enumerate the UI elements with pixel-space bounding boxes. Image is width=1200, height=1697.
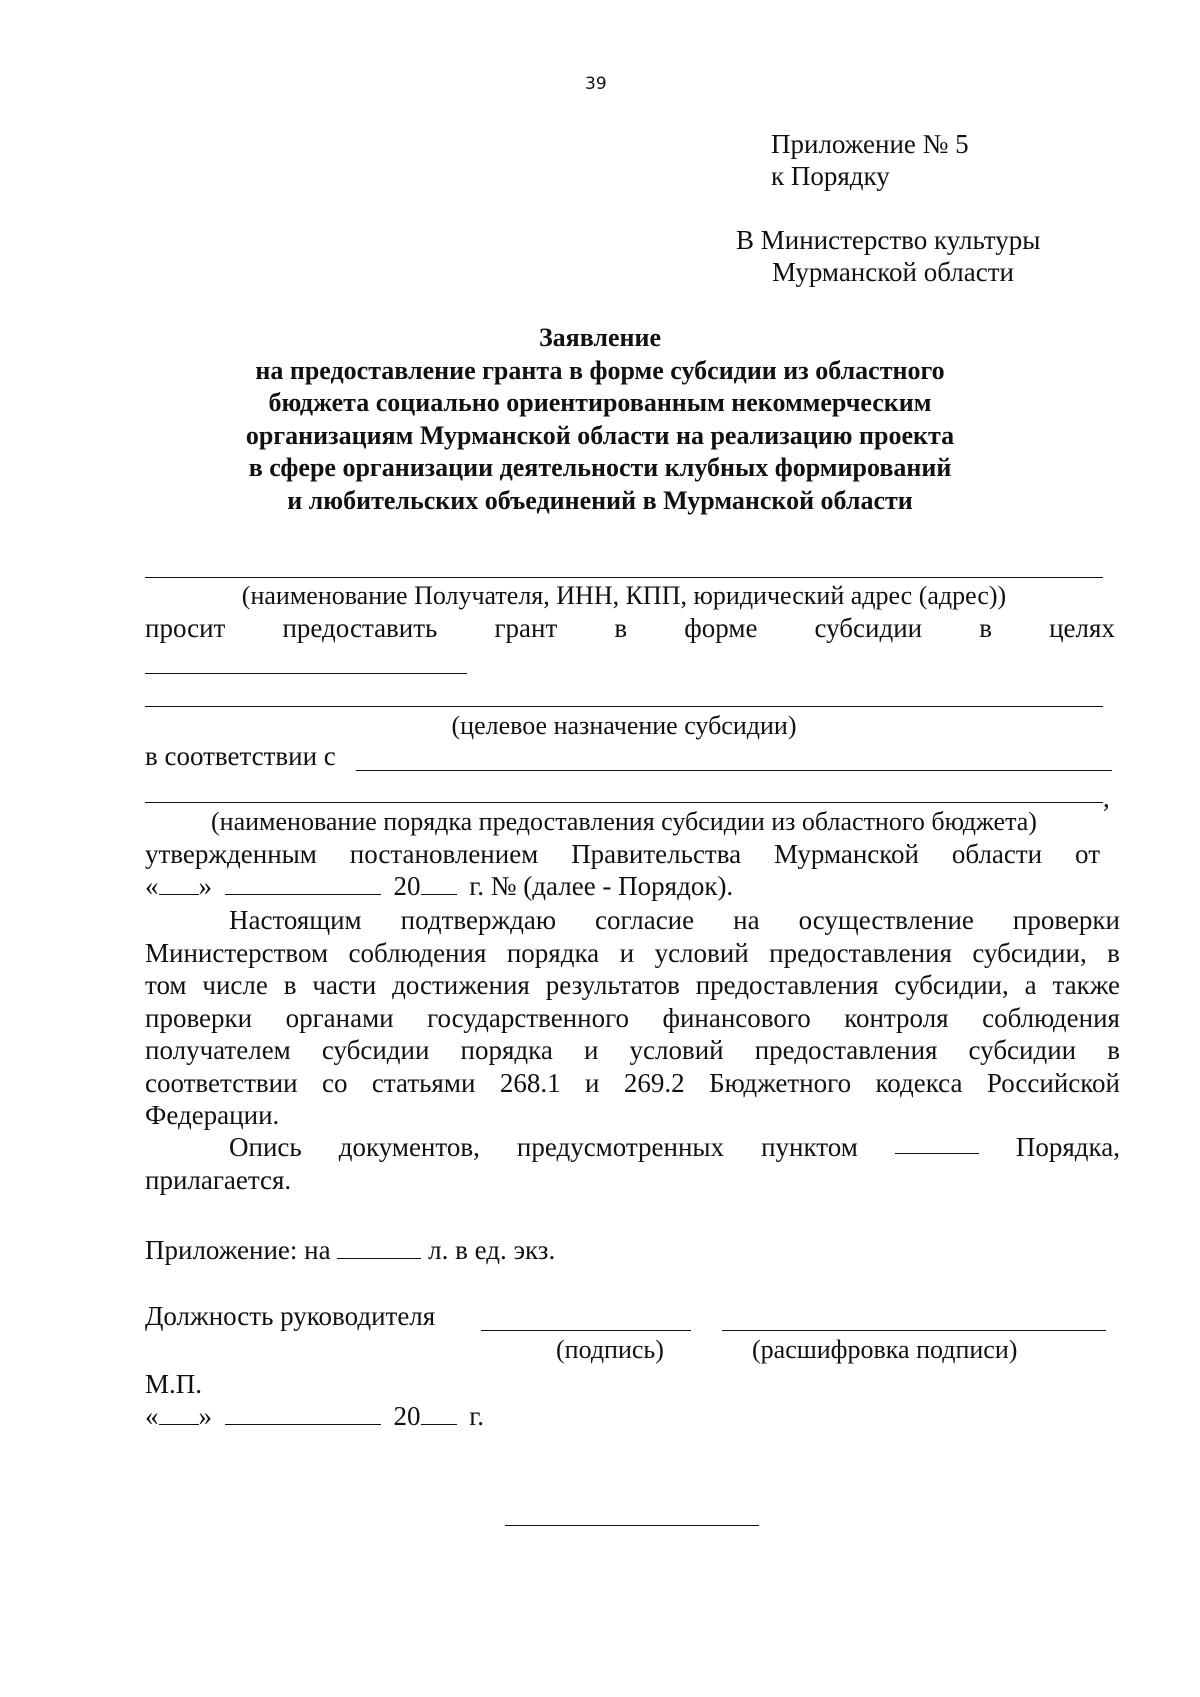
word: и <box>585 1067 600 1098</box>
word: субсидии <box>968 1035 1077 1065</box>
word: том <box>145 970 187 1000</box>
word: предоставить <box>282 613 438 643</box>
sheets-count-field[interactable] <box>337 1236 421 1259</box>
word: Настоящим <box>229 905 362 935</box>
procedure-field-line[interactable] <box>145 802 1103 803</box>
word: в <box>283 970 297 1000</box>
consent-paragraph <box>145 904 1120 1132</box>
attachment-prefix: Приложение: на <box>145 1235 331 1265</box>
title-line: и любительских объединений в Мурманской области <box>287 485 913 515</box>
word: от <box>1075 839 1100 869</box>
word: в <box>614 613 628 643</box>
page-number: 39 <box>585 74 607 94</box>
request-line <box>145 612 1115 645</box>
consent-line <box>145 937 1120 970</box>
year-suffix: г. <box>469 1401 485 1431</box>
appendix-number: Приложение № 5 <box>771 129 969 159</box>
word: соответствии <box>145 1067 298 1098</box>
day-field[interactable] <box>159 872 199 895</box>
purpose-caption: (целевое назначение субсидии) <box>451 711 797 740</box>
consent-line <box>145 1067 1120 1100</box>
word: 268.1 <box>499 1067 561 1098</box>
word: соблюдения <box>348 937 487 968</box>
signature-field-line[interactable] <box>481 1330 691 1331</box>
resolution-number-suffix: г. № (далее - Порядок). <box>469 871 734 901</box>
inventory-paragraph <box>145 1131 1120 1196</box>
stamp-label: М.П. <box>145 1369 203 1399</box>
word: согласие <box>595 905 695 935</box>
word: целях <box>1049 613 1115 643</box>
decoding-field-line[interactable] <box>722 1330 1106 1331</box>
title-line: на предоставление гранта в форме субсидии из областного <box>255 355 945 385</box>
word: субсидии <box>814 613 923 643</box>
open-quote: « <box>145 871 159 901</box>
word: проверки <box>1012 905 1120 935</box>
consent-line <box>145 904 1120 937</box>
position-label: Должность руководителя <box>145 1301 436 1331</box>
month-field[interactable] <box>225 1402 381 1425</box>
word: порядка <box>460 1035 553 1065</box>
consent-line <box>145 1002 1120 1035</box>
word: получателем <box>145 1035 291 1065</box>
word: постановлением <box>349 839 539 869</box>
word: в <box>1107 1035 1120 1065</box>
title-line: в сфере организации деятельности клубных формирований <box>248 453 952 482</box>
word: контроля <box>844 1002 949 1033</box>
appendix-reference: к Порядку <box>771 161 890 191</box>
word: в <box>979 613 992 643</box>
word: также <box>1052 970 1120 1000</box>
request-text <box>145 612 1115 645</box>
inventory-line-1 <box>145 1131 1120 1164</box>
signature-date-line <box>145 1400 484 1432</box>
decoding-caption: (расшифровка подписи) <box>752 1335 1018 1364</box>
word: Федерации. <box>145 1100 280 1130</box>
word: а <box>1024 970 1037 1000</box>
word: статьями <box>371 1067 476 1098</box>
word: результатов <box>545 970 680 1000</box>
word: субсидии, <box>972 937 1087 968</box>
word: предусмотренных <box>516 1132 725 1162</box>
word: грант <box>494 613 558 643</box>
word: прилагается. <box>145 1164 292 1195</box>
word: Опись <box>229 1132 302 1162</box>
accordance-label: в соответствии с <box>145 741 336 771</box>
word: числе <box>202 970 268 1000</box>
addressee-line-2: Мурманской области <box>772 257 1014 287</box>
approved-line <box>145 838 1100 871</box>
word: предоставления <box>695 970 879 1000</box>
consent-line <box>145 969 1120 1002</box>
word: Бюджетного <box>709 1067 852 1098</box>
word: на <box>733 905 760 935</box>
inventory-line-2 <box>145 1164 1120 1197</box>
word: кодекса <box>875 1067 963 1098</box>
word: со <box>322 1067 348 1098</box>
year-field[interactable] <box>421 872 457 895</box>
word: Правительства <box>571 839 742 869</box>
word: порядка <box>506 937 600 968</box>
purpose-field-line-1[interactable] <box>145 673 467 674</box>
attachment-suffix: л. в ед. экз. <box>428 1235 556 1265</box>
resolution-date-line <box>145 870 733 902</box>
word: финансового <box>662 1002 811 1033</box>
word: субсидии, <box>894 970 1009 1000</box>
approved-text <box>145 838 1100 871</box>
word: осуществление <box>798 905 974 935</box>
word: проверки <box>145 1002 253 1033</box>
word: просит <box>145 613 226 643</box>
word: форме <box>684 613 758 643</box>
word: области <box>951 839 1043 869</box>
word: пунктом <box>761 1132 858 1162</box>
word: условий <box>654 937 749 968</box>
word: 269.2 <box>623 1067 685 1098</box>
word: и <box>583 1035 599 1065</box>
accordance-field-line[interactable] <box>356 770 1112 771</box>
word: условий <box>629 1035 724 1065</box>
year-prefix: 20 <box>393 871 421 901</box>
word: достижения <box>392 970 530 1000</box>
purpose-field-line-2[interactable] <box>145 706 1103 707</box>
word: субсидии <box>321 1035 430 1065</box>
word: соблюдения <box>982 1002 1120 1033</box>
word: органами <box>285 1002 394 1033</box>
word: части <box>312 970 377 1000</box>
recipient-field-line[interactable] <box>145 577 1103 578</box>
close-quote: » <box>198 871 212 901</box>
consent-line <box>145 1034 1120 1067</box>
procedure-caption: (наименование порядка предоставления субсидии из областного бюджета) <box>211 807 1037 836</box>
bottom-separator-line <box>505 1525 759 1526</box>
document-title <box>180 322 1020 517</box>
title-line: Заявление <box>538 323 662 352</box>
word: государственного <box>427 1002 629 1033</box>
word: предоставления <box>769 937 952 968</box>
word: предоставления <box>754 1035 938 1065</box>
word: Министерством <box>145 937 329 968</box>
word: Российской <box>986 1067 1120 1098</box>
year-prefix: 20 <box>393 1401 421 1431</box>
word: и <box>619 937 635 968</box>
day-field[interactable] <box>159 1402 199 1425</box>
signature-caption: (подпись) <box>556 1335 664 1364</box>
title-line: организациям Мурманской области на реализацию проекта <box>245 420 955 450</box>
open-quote: « <box>145 1401 159 1431</box>
close-quote: » <box>198 1401 212 1431</box>
attachment-line <box>145 1234 555 1266</box>
clause-number-field[interactable] <box>895 1131 979 1154</box>
title-line: бюджета социально ориентированным некоммерческим <box>268 388 932 417</box>
addressee-line-1: В Министерство культуры <box>736 225 1041 255</box>
comma: , <box>1103 783 1110 813</box>
word: Порядка, <box>1015 1132 1120 1162</box>
word: Мурманской <box>774 839 919 869</box>
month-field[interactable] <box>225 872 381 895</box>
word: в <box>1107 937 1120 968</box>
recipient-caption: (наименование Получателя, ИНН, КПП, юридический адрес (адрес)) <box>241 581 1007 610</box>
word: утвержденным <box>145 839 317 869</box>
word: подтверждаю <box>400 905 557 935</box>
year-field[interactable] <box>421 1402 457 1425</box>
word: документов, <box>338 1132 480 1162</box>
consent-line <box>145 1099 1120 1132</box>
